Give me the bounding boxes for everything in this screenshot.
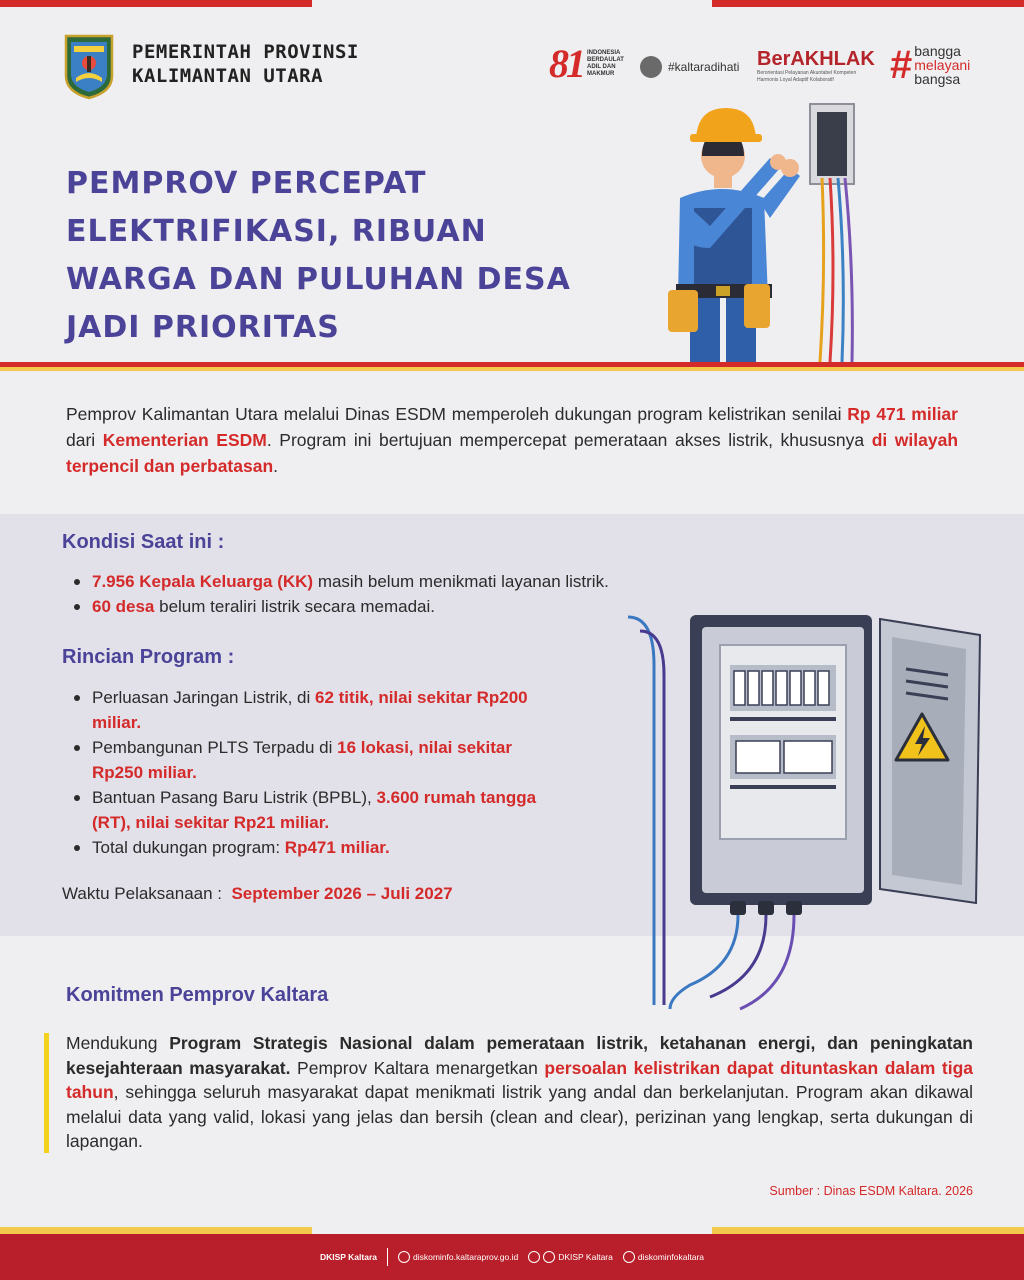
provincial-crest-icon <box>62 32 116 100</box>
komitmen-paragraph <box>66 1031 973 1154</box>
x-icon <box>543 1251 555 1263</box>
logo81-number: 81 <box>549 41 583 86</box>
kondisi-1-text: masih belum menikmati layanan listrik. <box>313 572 609 591</box>
rincian-3-text: Bantuan Pasang Baru Listrik (BPBL), <box>92 788 377 807</box>
footer-web-text: diskominfo.kaltaraprov.go.id <box>413 1252 519 1262</box>
rincian-1-text: Perluasan Jaringan Listrik, di <box>92 688 316 707</box>
worker-illustration <box>650 98 870 364</box>
warning-lightning-icon <box>894 710 950 766</box>
list-item <box>62 785 562 835</box>
intro-text-2: dari <box>66 430 103 450</box>
title-line-2: ELEKTRIFIKASI, RIBUAN <box>66 214 487 249</box>
rincian-1-highlight: 62 titik, nilai sekitar Rp200 miliar. <box>92 688 528 732</box>
kondisi-2-highlight: 60 desa <box>92 597 155 616</box>
bangga-word-1: bangga <box>914 43 961 59</box>
footer-separator <box>387 1248 388 1266</box>
intro-text-3: . Program ini bertujuan mempercepat pemerataan akses listrik, khususnya <box>266 430 872 450</box>
waktu-label: Waktu Pelaksanaan : <box>62 884 223 903</box>
logo81-text: INDONESIA BERDAULAT ADIL DAN MAKMUR <box>587 50 624 77</box>
intro-text-4: . <box>273 456 279 476</box>
title-line-4: JADI PRIORITAS <box>66 310 340 345</box>
rincian-2-text: Pembangunan PLTS Terpadu di <box>92 738 338 757</box>
page-title <box>66 160 646 352</box>
bangga-hash: # <box>890 43 913 87</box>
header-divider-yellow <box>0 367 1024 371</box>
komitmen-heading: Komitmen Pemprov Kaltara <box>66 984 329 1006</box>
gov-line-2: KALIMANTAN UTARA <box>132 65 324 87</box>
footer-accent <box>0 1227 1024 1234</box>
instagram-icon <box>623 1251 635 1263</box>
footer-org: DKISP Kaltara <box>319 1252 377 1262</box>
berakhlak-title: BerAKHLAK <box>757 48 875 70</box>
intro-text-1: Pemprov Kalimantan Utara melalui Dinas ESDM memperoleh dukungan program kelistrikan senilai <box>66 404 848 424</box>
kaltaradihati-tag <box>640 56 739 78</box>
komitmen-text-3: , sehingga seluruh masyarakat dapat menikmati listrik yang andal dan berkelanjutan. Program akan dikawal melalui data yang valid, lokasi yang jelas dan bersih (clean and clear), perizinan yang lengkap, serta dukungan di lapangan. <box>66 1082 973 1151</box>
web-icon <box>398 1251 410 1263</box>
footer-ig-text: diskominfokaltara <box>637 1252 704 1262</box>
top-accent-right <box>712 0 1024 7</box>
kondisi-2-text: belum teraliri listrik secara memadai. <box>154 597 435 616</box>
footer-social-text: DKISP Kaltara <box>558 1252 613 1262</box>
rincian-list <box>62 685 562 860</box>
kondisi-heading: Kondisi Saat ini : <box>62 531 225 553</box>
facebook-icon <box>528 1251 540 1263</box>
list-item <box>62 569 742 594</box>
bangga-word-3: bangsa <box>914 71 961 87</box>
intro-highlight-amount: Rp 471 miliar <box>847 404 958 424</box>
berakhlak-logo <box>757 48 875 84</box>
footer-social-link[interactable] <box>528 1251 613 1263</box>
komitmen-accent-bar <box>44 1033 49 1153</box>
rincian-heading: Rincian Program : <box>62 646 235 668</box>
government-name <box>132 40 359 88</box>
intro-highlight-region: di wilayah terpencil dan perbatasan <box>66 430 959 476</box>
kaltaradihati-text: #kaltaradihati <box>668 60 740 74</box>
list-item <box>62 735 562 785</box>
footer-web-link[interactable] <box>398 1251 518 1263</box>
bangga-melayani-logo <box>890 44 970 86</box>
berakhlak-sub: Berorientasi Pelayanan Akuntabel Kompeten Harmonis Loyal Adaptif Kolaboratif <box>757 70 857 83</box>
rincian-3-highlight: 3.600 rumah tangga (RT), nilai sekitar Rp21 miliar. <box>92 788 537 832</box>
source-note: Sumber : Dinas ESDM Kaltara. 2026 <box>769 1184 973 1198</box>
electrical-panel-illustration <box>610 605 986 1015</box>
list-item <box>62 835 562 860</box>
intro-paragraph <box>66 401 958 479</box>
waktu-value: September 2026 – Juli 2027 <box>231 884 453 903</box>
kaltara-avatar-icon <box>640 56 662 78</box>
kondisi-1-highlight: 7.956 Kepala Keluarga (KK) <box>92 572 314 591</box>
komitmen-highlight: persoalan kelistrikan dapat dituntaskan dalam tiga tahun <box>66 1057 973 1102</box>
komitmen-bold: Program Strategis Nasional dalam pemerataan listrik, ketahanan energi, dan peningkatan kesejahteraan masyarakat. <box>66 1033 973 1078</box>
title-line-1: PEMPROV PERCEPAT <box>66 166 427 201</box>
komitmen-text-1: Mendukung <box>66 1033 170 1053</box>
komitmen-text-2: Pemprov Kaltara menargetkan <box>290 1057 545 1078</box>
rincian-4-text: Total dukungan program: <box>92 838 285 857</box>
rincian-4-highlight: Rp471 miliar. <box>284 838 390 857</box>
hut-ri-81-logo <box>549 41 627 86</box>
waktu-pelaksanaan <box>62 884 453 904</box>
gov-line-1: PEMERINTAH PROVINSI <box>132 41 359 63</box>
title-line-3: WARGA DAN PULUHAN DESA <box>66 262 571 297</box>
bangga-word-2: melayani <box>914 57 971 73</box>
intro-highlight-ministry: Kementerian ESDM <box>102 430 267 450</box>
rincian-2-highlight: 16 lokasi, nilai sekitar Rp250 miliar. <box>92 738 512 782</box>
top-accent-left <box>0 0 312 7</box>
list-item <box>62 685 562 735</box>
footer-ig-link[interactable] <box>623 1251 704 1263</box>
footer-bar <box>0 1234 1024 1280</box>
